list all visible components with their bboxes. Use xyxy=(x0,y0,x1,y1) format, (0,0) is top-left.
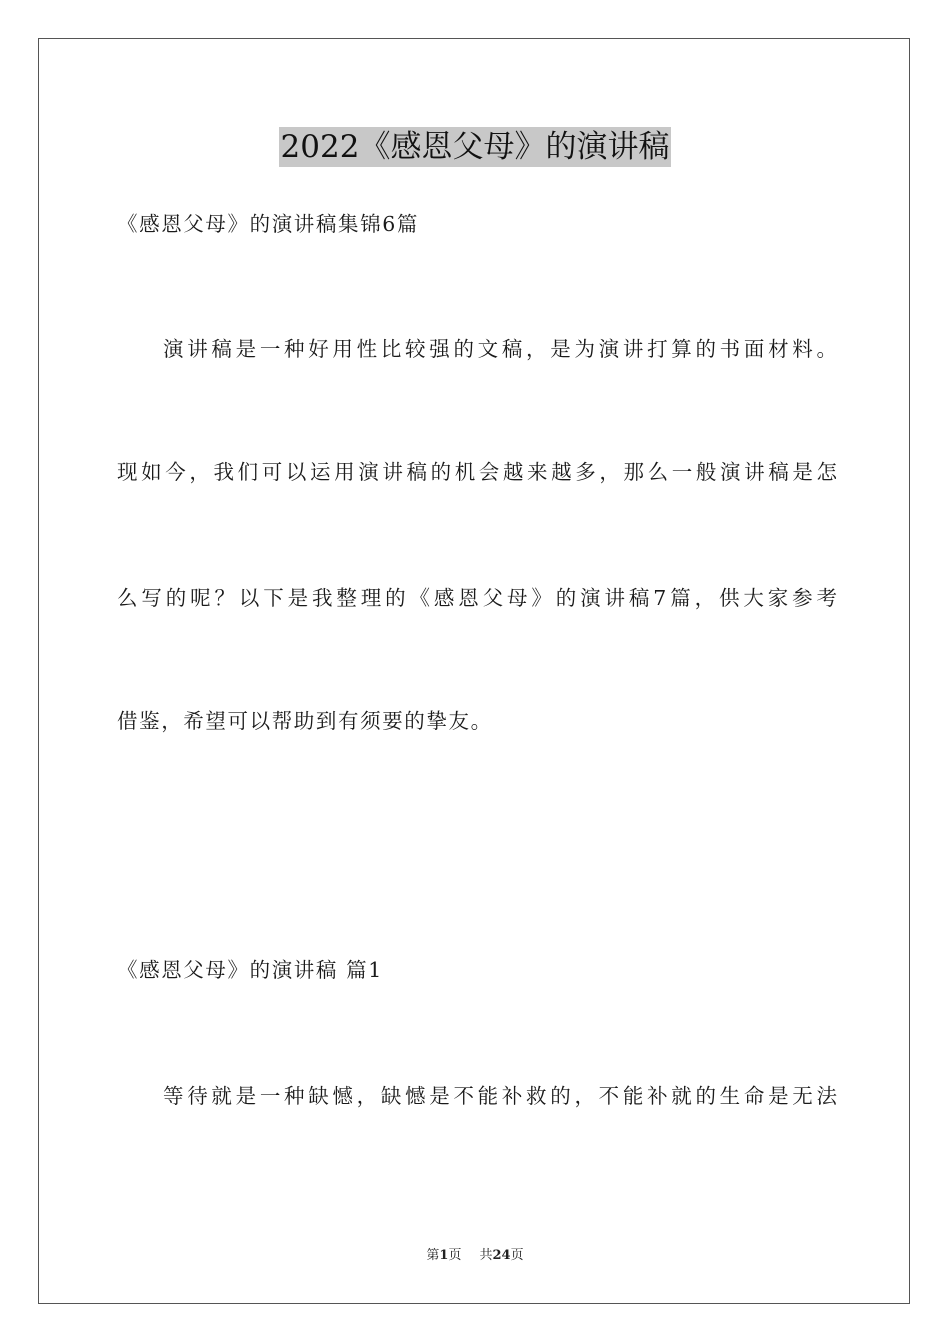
intro-paragraph-line: 现如今，我们可以运用演讲稿的机会越来越多，那么一般演讲稿是怎 xyxy=(117,460,837,484)
footer-page-number: 1 xyxy=(439,1248,449,1263)
section-heading: 《感恩父母》的演讲稿 篇1 xyxy=(117,958,383,982)
document-subtitle: 《感恩父母》的演讲稿集锦6篇 xyxy=(117,212,419,236)
footer-page-prefix: 第 xyxy=(426,1248,440,1263)
document-title: 2022《感恩父母》的演讲稿 xyxy=(280,129,670,165)
intro-paragraph-line: 演讲稿是一种好用性比较强的文稿，是为演讲打算的书面材料。 xyxy=(163,337,837,361)
section-paragraph-line: 等待就是一种缺憾，缺憾是不能补救的，不能补就的生命是无法 xyxy=(163,1084,837,1108)
footer-total-pages: 24 xyxy=(492,1248,511,1263)
footer-total-suffix: 页 xyxy=(510,1248,524,1263)
page-footer xyxy=(0,1246,950,1266)
title-container xyxy=(0,127,950,167)
footer-page-suffix: 页 xyxy=(448,1248,462,1263)
intro-paragraph-line: 借鉴，希望可以帮助到有须要的挚友。 xyxy=(117,709,493,733)
footer-total-prefix: 共 xyxy=(479,1248,493,1263)
intro-paragraph-line: 么写的呢？以下是我整理的《感恩父母》的演讲稿7篇，供大家参考 xyxy=(117,586,837,610)
